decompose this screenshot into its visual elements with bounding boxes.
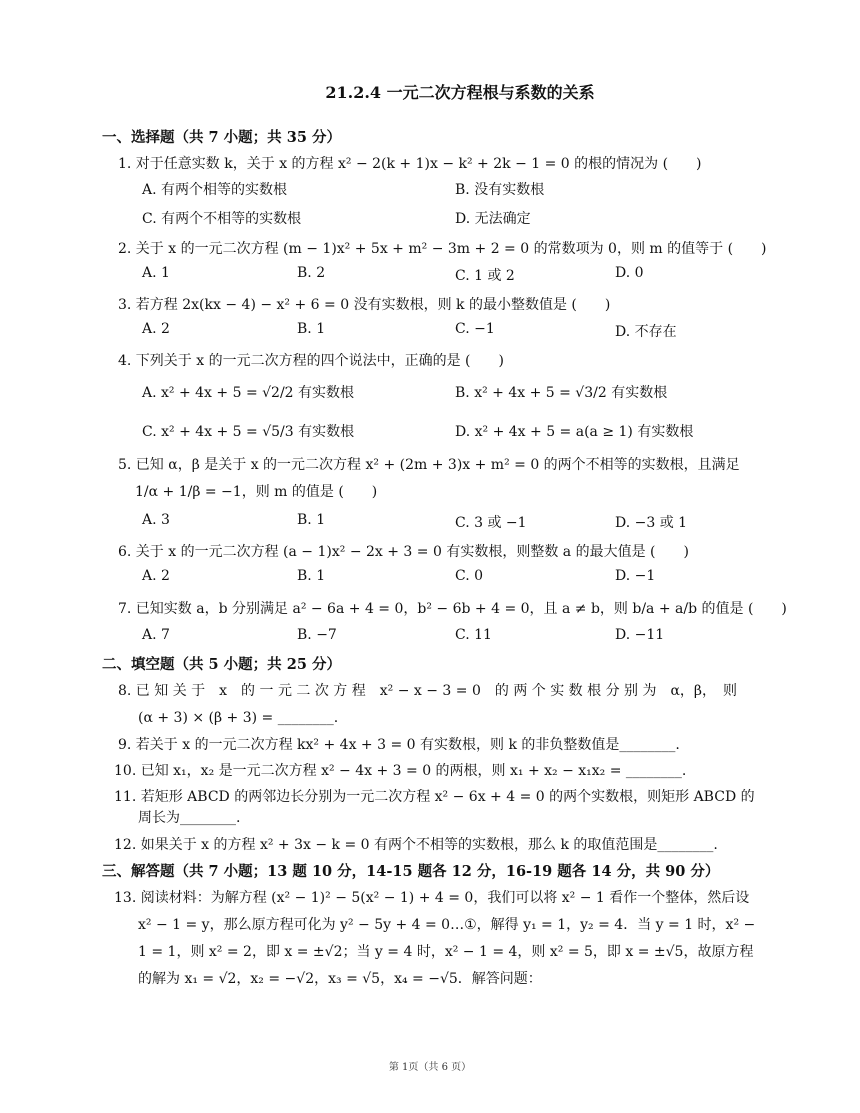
question-5-stem-line1: 5. 已知 α，β 是关于 x 的一元二次方程 x² + (2m + 3)x + m² = 0 的两个不相等的实数根，且满足 — [118, 457, 740, 473]
question-13-line4: 的解为 x₁ = √2，x₂ = −√2，x₃ = √5，x₄ = −√5．解答问题： — [138, 971, 542, 987]
question-6-option-d: D. −1 — [615, 568, 656, 584]
question-3-option-d: D. 不存在 — [615, 324, 677, 340]
question-5-stem-line2: 1/α + 1/β = −1，则 m 的值是 ( ) — [135, 484, 378, 500]
question-5-option-d: D. −3 或 1 — [615, 515, 688, 531]
question-13-line2: x² − 1 = y，那么原方程可化为 y² − 5y + 4 = 0…①，解得 y₁ = 1，y₂ = 4．当 y = 1 时，x² − — [138, 917, 756, 933]
question-2-option-b: B. 2 — [297, 265, 326, 281]
question-12-stem: 12. 如果关于 x 的方程 x² + 3x − k = 0 有两个不相等的实数根，那么 k 的取值范围是________. — [114, 837, 718, 853]
question-6-option-c: C. 0 — [455, 568, 484, 584]
question-2-option-d: D. 0 — [615, 265, 644, 281]
question-10-stem: 10. 已知 x₁，x₂ 是一元二次方程 x² − 4x + 3 = 0 的两根，则 x₁ + x₂ − x₁x₂ = ________. — [114, 763, 687, 779]
question-2-option-a: A. 1 — [142, 265, 170, 281]
question-4-option-c: C. x² + 4x + 5 = √5/3 有实数根 — [142, 424, 355, 440]
question-5-option-a: A. 3 — [142, 512, 170, 528]
question-4-option-d: D. x² + 4x + 5 = a(a ≥ 1) 有实数根 — [455, 424, 694, 440]
question-5-option-b: B. 1 — [297, 512, 326, 528]
question-3-option-b: B. 1 — [297, 321, 326, 337]
section-fill-in-blank: 二、填空题（共 5 小题；共 25 分） — [102, 656, 341, 673]
question-4-option-a: A. x² + 4x + 5 = √2/2 有实数根 — [142, 385, 355, 401]
question-1-option-a: A. 有两个相等的实数根 — [142, 182, 288, 198]
page-footer: 第 1页（共 6 页） — [388, 1062, 472, 1073]
question-11-stem-line1: 11. 若矩形 ABCD 的两邻边长分别为一元二次方程 x² − 6x + 4 = 0 的两个实数根，则矩形 ABCD 的 — [114, 789, 755, 805]
question-7-option-a: A. 7 — [142, 627, 170, 643]
section-multiple-choice: 一、选择题（共 7 小题；共 35 分） — [102, 129, 341, 146]
section-solutions: 三、解答题（共 7 小题；13 题 10 分，14-15 题各 12 分，16-19 题各 14 分，共 90 分） — [102, 863, 720, 880]
question-7-option-c: C. 11 — [455, 627, 492, 643]
question-5-option-c: C. 3 或 −1 — [455, 515, 527, 531]
question-3-option-a: A. 2 — [142, 321, 170, 337]
question-1-option-c: C. 有两个不相等的实数根 — [142, 211, 302, 227]
question-7-stem: 7. 已知实数 a，b 分别满足 a² − 6a + 4 = 0，b² − 6b + 4 = 0，且 a ≠ b，则 b/a + a/b 的值是 ( ) — [118, 601, 787, 617]
question-6-stem: 6. 关于 x 的一元二次方程 (a − 1)x² − 2x + 3 = 0 有实数根，则整数 a 的最大值是 ( ) — [118, 544, 689, 560]
question-3-stem: 3. 若方程 2x(kx − 4) − x² + 6 = 0 没有实数根，则 k 的最小整数值是 ( ) — [118, 297, 611, 313]
question-7-option-b: B. −7 — [297, 627, 337, 643]
question-11-stem-line2: 周长为________. — [138, 810, 241, 826]
question-8-stem-line2: (α + 3) × (β + 3) = ________. — [138, 710, 339, 726]
question-3-option-c: C. −1 — [455, 321, 495, 337]
question-1-option-d: D. 无法确定 — [455, 211, 531, 227]
question-1-stem: 1. 对于任意实数 k，关于 x 的方程 x² − 2(k + 1)x − k² + 2k − 1 = 0 的根的情况为 ( ) — [118, 156, 702, 172]
question-1-option-b: B. 没有实数根 — [455, 182, 545, 198]
page-title: 21.2.4 一元二次方程根与系数的关系 — [325, 83, 595, 102]
question-4-option-b: B. x² + 4x + 5 = √3/2 有实数根 — [455, 385, 668, 401]
question-2-option-c: C. 1 或 2 — [455, 268, 515, 284]
question-7-option-d: D. −11 — [615, 627, 665, 643]
question-6-option-b: B. 1 — [297, 568, 326, 584]
question-13-line3: 1 = 1，则 x² = 2，即 x = ±√2；当 y = 4 时，x² − 1 = 4，则 x² = 5，即 x = ±√5，故原方程 — [138, 944, 754, 960]
question-13-line1: 13. 阅读材料：为解方程 (x² − 1)² − 5(x² − 1) + 4 = 0，我们可以将 x² − 1 看作一个整体，然后设 — [114, 890, 750, 906]
question-4-stem: 4. 下列关于 x 的一元二次方程的四个说法中，正确的是 ( ) — [118, 353, 504, 369]
question-2-stem: 2. 关于 x 的一元二次方程 (m − 1)x² + 5x + m² − 3m + 2 = 0 的常数项为 0，则 m 的值等于 ( ) — [118, 241, 767, 257]
question-8-stem-line1: 8. 已 知 关 于 x 的 一 元 二 次 方 程 x² − x − 3 = 0 的 两 个 实 数 根 分 别 为 α，β， 则 — [118, 683, 738, 699]
question-6-option-a: A. 2 — [142, 568, 170, 584]
question-9-stem: 9. 若关于 x 的一元二次方程 kx² + 4x + 3 = 0 有实数根，则 k 的非负整数值是________. — [118, 737, 680, 753]
